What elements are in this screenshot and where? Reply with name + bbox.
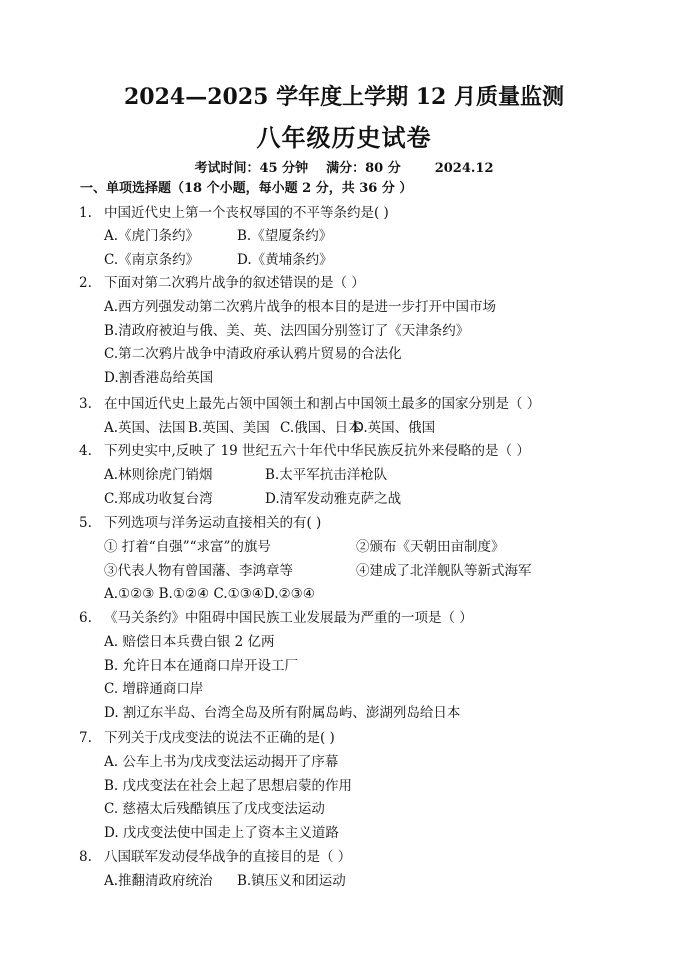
answer-option: D.割香港岛给英国: [104, 370, 214, 387]
option-row: [0, 488, 688, 512]
option-row: [0, 464, 688, 488]
question-stem: 下列史实中,反映了 19 世纪五六十年代中华民族反抗外来侵略的是（ ）: [104, 443, 530, 459]
exam-title: 2024—2025 学年度上学期 12 月质量监测: [123, 84, 565, 110]
answer-option: D. 戊戌变法使中国走上了资本主义道路: [104, 825, 339, 842]
question-item: [0, 440, 688, 511]
option-row: [0, 367, 688, 391]
question-stem-line: [0, 607, 688, 631]
question-item: [0, 393, 688, 441]
question-stem: 下面对第二次鸦片战争的叙述错误的是（ ）: [104, 275, 365, 291]
question-number: 4.: [79, 443, 92, 459]
answer-option: D. 割辽东半岛、台湾全岛及所有附属岛屿、澎湖列岛给日本: [104, 705, 461, 722]
answer-option: A.英国、法国: [104, 419, 186, 436]
answer-option: A.西方列强发动第二次鸦片战争的根本目的是进一步打开中国市场: [104, 298, 497, 315]
question-stem-line: [0, 272, 688, 296]
exam-time: 考试时间：45 分钟: [194, 161, 309, 176]
option-row: [0, 702, 688, 726]
question-stem-line: [0, 393, 688, 417]
answer-option: A.推翻清政府统治: [104, 872, 213, 889]
answer-option: A.《虎门条约》: [104, 228, 200, 245]
answer-option: D.《黄埔条约》: [237, 252, 333, 269]
option-row: [0, 536, 688, 560]
option-row: [0, 751, 688, 775]
option-row: [0, 320, 688, 344]
question-stem: 中国近代史上第一个丧权辱国的不平等条约是( ): [104, 204, 389, 221]
question-stem: 八国联军发动侵华战争的直接目的是（ ）: [104, 849, 352, 865]
exam-date: 2024.12: [434, 161, 494, 176]
question-stem-line: [0, 512, 688, 536]
question-stem: 《马关条约》中阻碍中国民族工业发展最为严重的一项是（ ）: [104, 610, 473, 626]
question-item: [0, 607, 688, 726]
answer-option: ②颁布《天朝田亩制度》: [356, 538, 505, 555]
answer-option: D.英国、俄国: [353, 419, 436, 436]
answer-option: D.清军发动雅克萨之战: [265, 490, 402, 507]
option-row: [0, 417, 688, 441]
question-number: 6.: [79, 610, 92, 626]
answer-option: ① 打着“自强”“求富”的旗号: [104, 538, 271, 555]
question-item: [0, 272, 688, 391]
answer-option: A. 公车上书为戊戌变法运动揭开了序幕: [104, 753, 339, 770]
option-row: [0, 678, 688, 702]
answer-option: B.英国、美国: [188, 419, 270, 436]
question-stem-line: [0, 202, 688, 226]
answer-option: B.太平军抗击洋枪队: [265, 466, 388, 483]
question-number: 7.: [79, 730, 92, 746]
option-row: [0, 775, 688, 799]
option-row: [0, 560, 688, 584]
answer-option: A. 赔偿日本兵费白银 2 亿两: [104, 633, 275, 650]
option-row: [0, 798, 688, 822]
answer-option: B.《望厦条约》: [237, 228, 333, 245]
section-title: 一、单项选择题（18 个小题，每小题 2 分，共 36 分 ）: [80, 181, 413, 196]
answer-option: C.第二次鸦片战争中清政府承认鸦片贸易的合法化: [104, 346, 402, 363]
answer-option: B. 戊戌变法在社会上起了思想启蒙的作用: [104, 777, 353, 794]
option-row: [0, 343, 688, 367]
answer-option: B.清政府被迫与俄、美、英、法四国分别签订了《天津条约》: [104, 322, 470, 339]
answer-option: C.郑成功收复台湾: [104, 490, 213, 507]
answer-option: B. 允许日本在通商口岸开设工厂: [104, 657, 299, 674]
question-stem-line: [0, 727, 688, 751]
option-row: [0, 225, 688, 249]
answer-option: C. 慈禧太后残酷镇压了戊戌变法运动: [104, 801, 325, 818]
question-stem-line: [0, 440, 688, 464]
option-row: [0, 631, 688, 655]
option-row: [0, 655, 688, 679]
option-row: [0, 249, 688, 273]
option-row: [0, 296, 688, 320]
exam-subtitle: 八年级历史试卷: [256, 123, 432, 152]
question-number: 8.: [79, 849, 92, 865]
question-stem: 下列关于戊戌变法的说法不正确的是( ): [104, 730, 335, 746]
option-row: [0, 583, 688, 607]
question-number: 3.: [79, 396, 92, 412]
question-item: [0, 512, 688, 607]
answer-option: A.①②③ B.①②④ C.①③④D.②③④: [104, 586, 315, 603]
question-item: [0, 202, 688, 273]
question-item: [0, 846, 688, 894]
question-stem: 下列选项与洋务运动直接相关的有( ): [104, 515, 322, 531]
answer-option: C.《南京条约》: [104, 252, 200, 269]
answer-option: A.林则徐虎门销烟: [104, 466, 213, 483]
answer-option: ③代表人物有曾国藩、李鸿章等: [104, 562, 293, 579]
answer-option: C. 增辟通商口岸: [104, 681, 204, 698]
option-row: [0, 822, 688, 846]
question-stem: 在中国近代史上最先占领中国领土和割占中国领土最多的国家分别是（ ）: [104, 396, 541, 412]
answer-option: B.镇压义和团运动: [237, 872, 346, 889]
answer-option: ④建成了北洋舰队等新式海军: [356, 562, 532, 579]
option-row: [0, 870, 688, 894]
question-number: 1.: [79, 204, 92, 221]
answer-option: C.俄国、日本: [280, 419, 362, 436]
question-number: 5.: [79, 515, 92, 531]
exam-meta: [0, 159, 688, 179]
question-item: [0, 727, 688, 846]
question-number: 2.: [79, 275, 92, 291]
full-score: 满分：80 分: [326, 161, 401, 176]
question-stem-line: [0, 846, 688, 870]
